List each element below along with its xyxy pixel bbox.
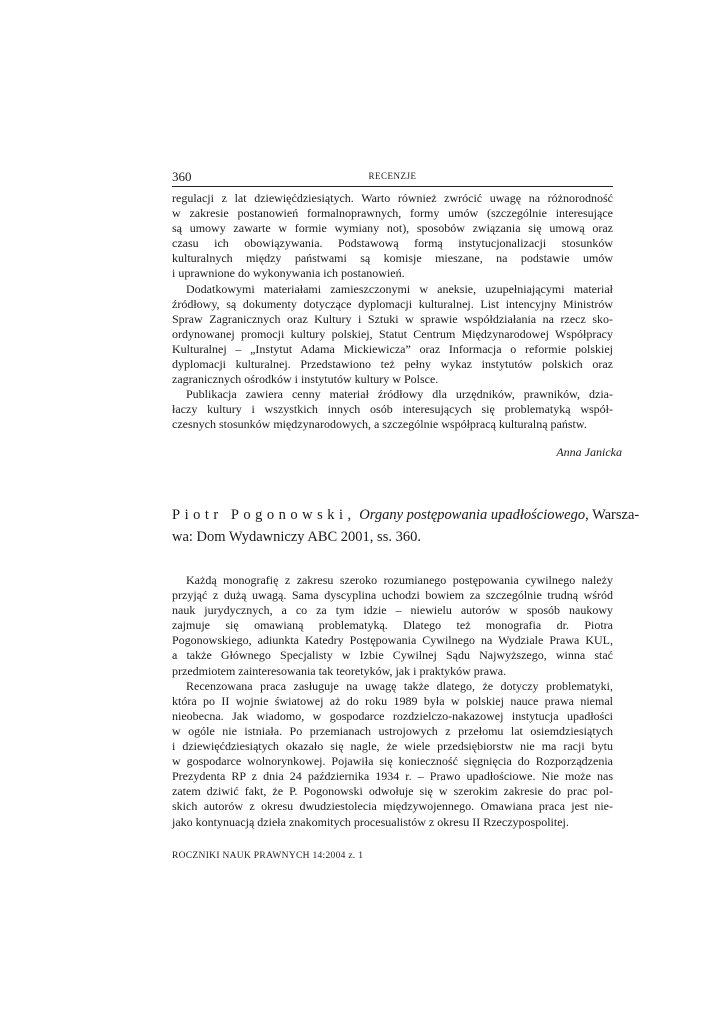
text-line: ordynowanej promocji kultury polskiej, Statut Centrum Międzynarodowej Współpracy xyxy=(172,326,613,341)
review-signature: Anna Janicka xyxy=(556,445,622,459)
text-line: a także Głównego Specjalisty w Izbie Cywilnej Sądu Najwyższego, winna stać xyxy=(172,648,613,663)
page-number: 360 xyxy=(172,169,192,184)
text-line: przedmiotem zainteresowania tak teoretyków, jak i praktyków prawa. xyxy=(172,663,507,678)
text-line: w ogóle nie istniała. Po przemianach ustrojowych z przełomu lat osiemdziesiątych xyxy=(172,723,613,738)
text-line: Spraw Zagranicznych oraz Kultury i Sztuki w sprawie współdziałania na rzecz sko- xyxy=(172,311,613,326)
text-line: przyjąć z dużą uwagą. Sama dyscyplina uchodzi bowiem za szczególnie trudną wśród xyxy=(172,588,613,603)
review-author: Piotr Pogonowski, xyxy=(172,507,356,523)
running-head: RECENZJE xyxy=(368,171,417,181)
text-line: Publikacja zawiera cenny materiał źródłowy dla urzędników, prawników, dzia- xyxy=(186,387,613,402)
text-line: jako kontynuacją dzieła znakomitych procesualistów z okresu II Rzeczypospolitej. xyxy=(172,814,569,829)
text-line: czasu ich obowiązywania. Podstawową formą instytucjonalizacji stosunków xyxy=(172,236,613,251)
text-line: regulacji z lat dziewięćdziesiątych. Warto również zwrócić uwagę na różnorodność xyxy=(172,191,613,205)
text-line: skich autorów z okresu dwudziestolecia międzywojennego. Omawiana praca jest nie- xyxy=(172,799,613,814)
text-line: dyplomacji kulturalnej. Przedstawiono też pełny wykaz instytutów polskich oraz xyxy=(172,357,613,372)
text-line: Dodatkowymi materiałami zamieszczonymi w aneksie, uzupełniającymi materiał xyxy=(186,281,613,296)
text-line: i dziewięćdziesiątych okazało się nagle, że wiele przedsiębiorstw nie ma racji bytu xyxy=(172,739,613,754)
text-line: łaczy kultury i wszystkich innych osób interesujących się problematyką współ- xyxy=(172,402,613,417)
text-line: czesnych stosunków międzynarodowych, a szczególnie współpracą kulturalną państw. xyxy=(172,417,587,432)
text-line: zajmuje się omawianą problematyką. Dlatego też monografia dr. Piotra xyxy=(172,618,613,633)
text-line: zatem dziwić fakt, że P. Pogonowski odwołuje się w szerokim zakresie do prac pol- xyxy=(172,784,613,799)
publication-info: , Warsza- xyxy=(585,507,640,523)
heading-line xyxy=(172,504,640,526)
text-line: są umowy zawarte w formie wymiany not), sposobów związania się umową oraz xyxy=(172,221,613,236)
text-line: źródłowy, są dokumenty dotyczące dyplomacji kulturalnej. List intencyjny Ministrów xyxy=(172,296,613,311)
text-line: Prezydenta RP z dnia 24 października 1934 r. – Prawo upadłościowe. Nie może nas xyxy=(172,769,613,784)
book-title: Organy postępowania upadłościowego xyxy=(359,507,586,523)
text-line: kulturalnych między państwami są komisje mieszane, na podstawie umów xyxy=(172,251,613,266)
heading-line: wa: Dom Wydawniczy ABC 2001, ss. 360. xyxy=(172,529,421,545)
text-line: nieobecna. Jak wiadomo, w gospodarce rozdzielczo-nakazowej instytucja upadłości xyxy=(172,708,613,723)
text-line: i uprawnione do wykonywania ich postanowień. xyxy=(172,266,405,281)
review-body-text xyxy=(172,573,613,830)
text-line: w gospodarce wolnorynkowej. Pojawiła się konieczność sięgnięcia do Rozporządzenia xyxy=(172,754,613,769)
text-line: nauk jurydycznych, a co za tym idzie – niewielu autorów w sposób naukowy xyxy=(172,603,613,618)
text-line: Każdą monografię z zakresu szeroko rozumianego postępowania cywilnego należy xyxy=(186,573,613,587)
journal-footer: ROCZNIKI NAUK PRAWNYCH 14:2004 z. 1 xyxy=(172,851,364,861)
text-line: która po II wojnie światowej aż do roku 1989 była w polskiej nauce prawa niemal xyxy=(172,693,613,708)
text-line: Kulturalnej – „Instytut Adama Mickiewicza” oraz Informacja o reformie polskiej xyxy=(172,341,613,356)
text-line: Pogonowskiego, adiunkta Katedry Postępowania Cywilnego na Wydziale Prawa KUL, xyxy=(172,633,613,648)
text-line: w zakresie postanowień formalnoprawnych, formy umów (szczególnie interesujące xyxy=(172,206,613,221)
page-header xyxy=(172,170,613,187)
text-line: zagranicznych ośrodków i instytutów kultury w Polsce. xyxy=(172,372,439,387)
text-line: Recenzowana praca zasługuje na uwagę także dlatego, że dotyczy problematyki, xyxy=(186,678,613,693)
review-bibliographic-heading xyxy=(172,504,640,548)
previous-review-text xyxy=(172,191,613,433)
